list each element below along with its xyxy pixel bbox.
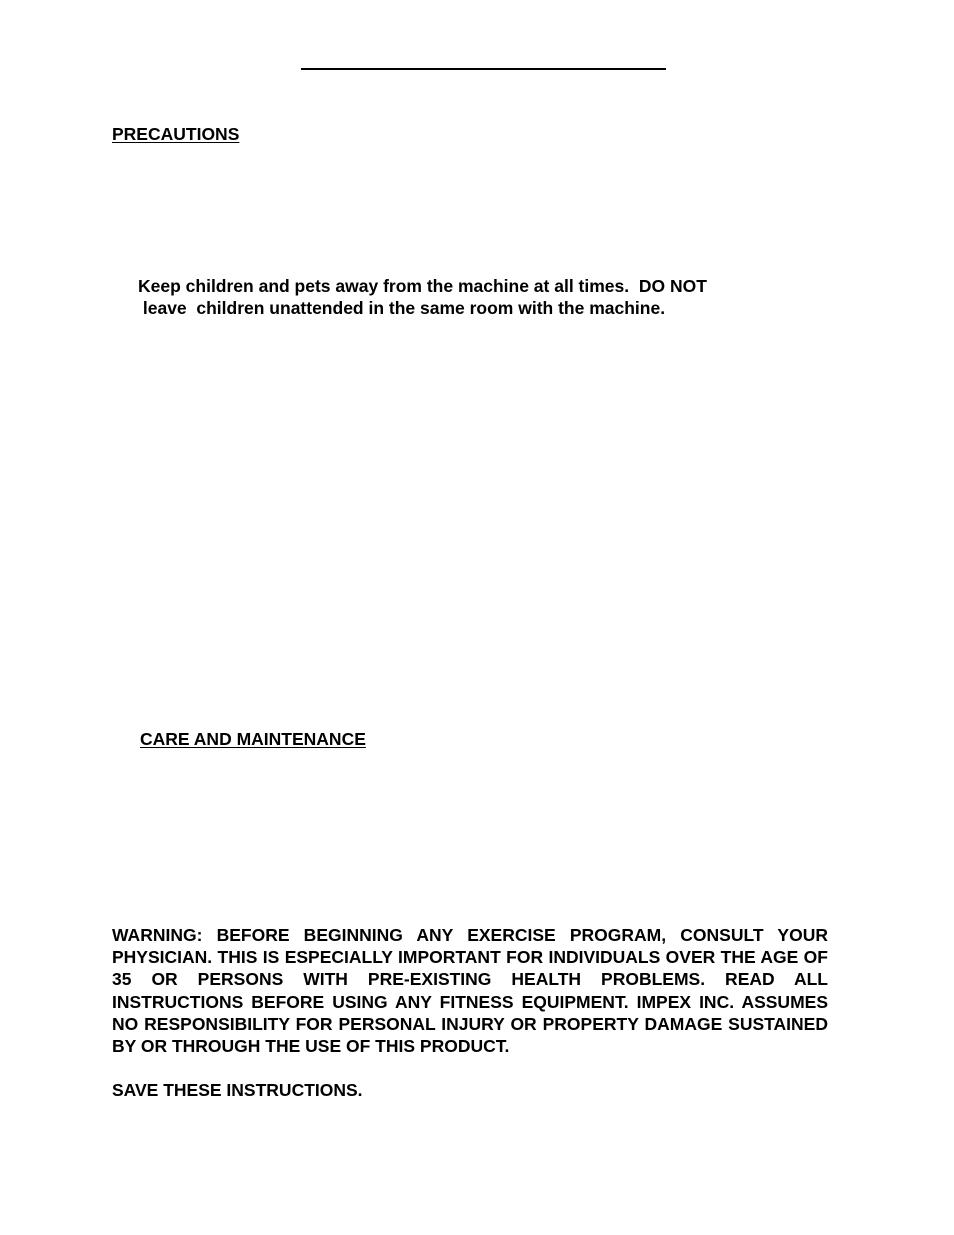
- children-warning-line-2: leave children unattended in the same room with the machine.: [138, 298, 666, 318]
- header-rule: [301, 68, 666, 70]
- care-maintenance-heading: CARE AND MAINTENANCE: [140, 729, 366, 749]
- exercise-warning-paragraph: WARNING: BEFORE BEGINNING ANY EXERCISE PROGRAM, CONSULT YOUR PHYSICIAN. THIS IS ESPECIALLY IMPORTANT FOR INDIVIDUALS OVER THE AGE OF 35 OR PERSONS WITH PRE-EXISTING HEALTH PROBLEMS. READ ALL INSTRUCTIONS BEFORE USING ANY FITNESS EQUIPMENT. IMPEX INC. ASSUMES NO RESPONSIBILITY FOR PERSONAL INJURY OR PROPERTY DAMAGE SUSTAINED BY OR THROUGH THE USE OF THIS PRODUCT.: [112, 925, 828, 1057]
- children-warning-line-1: Keep children and pets away from the machine at all times. DO NOT: [138, 276, 707, 296]
- save-instructions-text: SAVE THESE INSTRUCTIONS.: [112, 1080, 363, 1100]
- precautions-heading: PRECAUTIONS: [112, 124, 240, 144]
